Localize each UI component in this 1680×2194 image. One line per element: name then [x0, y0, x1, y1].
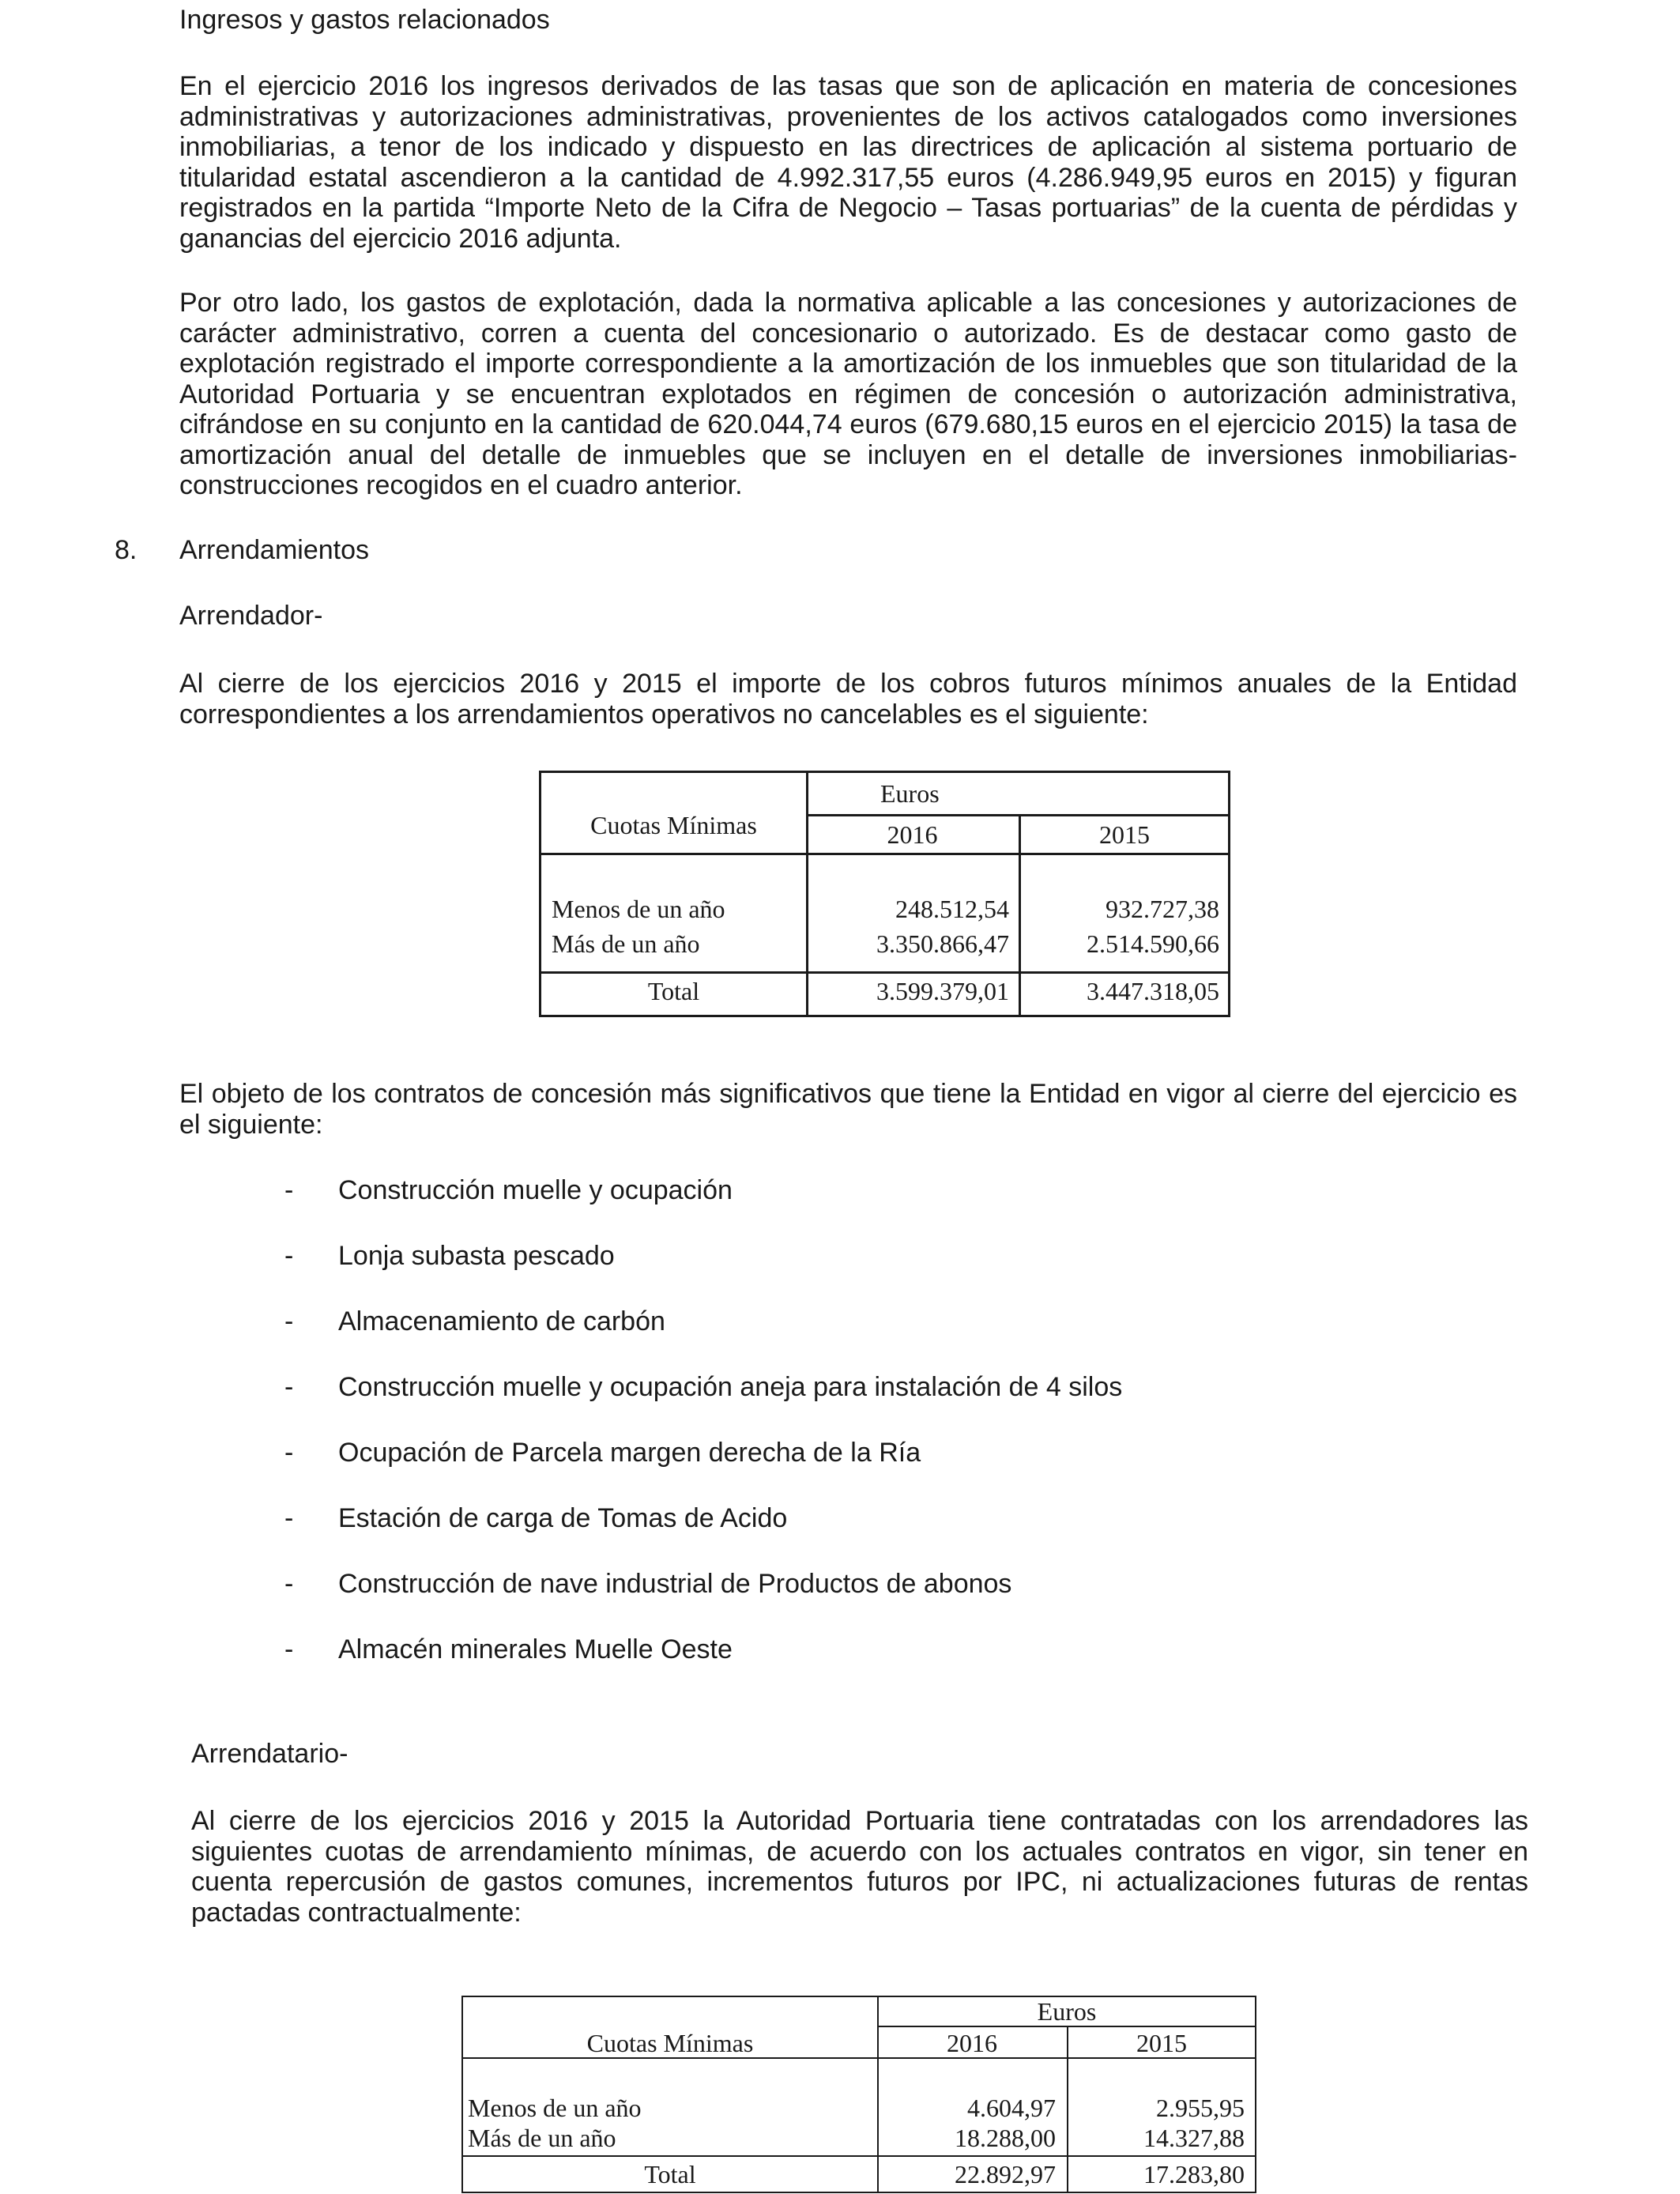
list-item: Construcción de nave industrial de Productos de abonos	[338, 1569, 1012, 1599]
table-column-header-2016: 2016	[887, 820, 938, 849]
paragraph-expenses: Por otro lado, los gastos de explotación, dada la normativa aplicable a las concesiones y autorizaciones de carácter administrativo, corren a cuenta del concesionario o autorizado. Es de destacar como gasto de explotación registrado el importe correspondiente a la amortización de los inmuebles que son titularidad de la Autoridad Portuaria y se encuentran explotados en régimen de concesión o autorización administrativa, cifrándose en su conjunto en la cantidad de 620.044,74 euros (679.680,15 euros en el ejercicio 2015) la tasa de amortización anual del detalle de inmuebles que se incluyen en el detalle de inversiones inmobiliarias-construcciones recogidos en el cuadro anterior.	[179, 288, 1517, 500]
bullet-marker: -	[284, 1175, 294, 1205]
section-heading-income: Ingresos y gastos relacionados	[179, 5, 550, 35]
table-divider	[463, 2057, 1255, 2059]
table-divider	[541, 853, 1228, 855]
table-column-header-2015: 2015	[1099, 820, 1150, 849]
bullet-marker: -	[284, 1503, 294, 1533]
lessee-table	[461, 1996, 1256, 2193]
table-cell: 14.327,88	[1143, 2124, 1245, 2152]
table-row-label: Más de un año	[468, 2124, 616, 2152]
table-row-label: Más de un año	[552, 929, 700, 958]
table-row-header: Cuotas Mínimas	[586, 2029, 754, 2057]
list-item: Almacenamiento de carbón	[338, 1306, 665, 1336]
subheading-lessee: Arrendatario-	[191, 1739, 348, 1769]
table-group-header: Euros	[1037, 1997, 1097, 2026]
list-item: Estación de carga de Tomas de Acido	[338, 1503, 788, 1533]
paragraph-income: En el ejercicio 2016 los ingresos derivados de las tasas que son de aplicación en materia de concesiones administrativas y autorizaciones administrativas, provenientes de los activos catalogados como inversiones inmobiliarias, a tenor de los indicado y dispuesto en las directrices de aplicación al sistema portuario de titularidad estatal ascendieron a la cantidad de 4.992.317,55 euros (4.286.949,95 euros en 2015) y figuran registrados en la partida “Importe Neto de la Cifra de Negocio – Tasas portuarias” de la cuenta de pérdidas y ganancias del ejercicio 2016 adjunta.	[179, 71, 1517, 254]
table-cell: 2.514.590,66	[1087, 929, 1219, 958]
table-cell: 932.727,38	[1106, 895, 1219, 923]
table-cell: 2.955,95	[1156, 2094, 1245, 2122]
list-item: Lonja subasta pescado	[338, 1241, 615, 1271]
table-divider	[806, 814, 1228, 816]
list-item: Almacén minerales Muelle Oeste	[338, 1634, 733, 1664]
paragraph-concessions: El objeto de los contratos de concesión más significativos que tiene la Entidad en vigor al cierre del ejercicio es el siguiente:	[179, 1079, 1517, 1140]
lessor-table	[539, 771, 1230, 1017]
table-total-cell: 22.892,97	[955, 2160, 1056, 2188]
list-item: Ocupación de Parcela margen derecha de la Ría	[338, 1438, 921, 1468]
table-cell: 3.350.866,47	[876, 929, 1009, 958]
table-total-cell: 17.283,80	[1143, 2160, 1245, 2188]
table-divider	[463, 2155, 1255, 2157]
table-total-cell: 3.447.318,05	[1087, 977, 1219, 1005]
table-divider	[541, 971, 1228, 974]
table-group-header: Euros	[880, 779, 940, 808]
table-row-label: Menos de un año	[552, 895, 725, 923]
section-title: Arrendamientos	[179, 535, 370, 565]
bullet-marker: -	[284, 1372, 294, 1402]
table-row-header: Cuotas Mínimas	[590, 811, 757, 839]
table-cell: 4.604,97	[967, 2094, 1056, 2122]
table-row-label: Menos de un año	[468, 2094, 642, 2122]
list-item: Construcción muelle y ocupación	[338, 1175, 733, 1205]
bullet-marker: -	[284, 1241, 294, 1271]
table-total-label: Total	[644, 2160, 696, 2188]
table-column-header-2015: 2015	[1136, 2029, 1187, 2057]
table-cell: 248.512,54	[895, 895, 1009, 923]
section-number: 8.	[115, 535, 137, 565]
table-column-header-2016: 2016	[947, 2029, 997, 2057]
table-total-cell: 3.599.379,01	[876, 977, 1009, 1005]
table-cell: 18.288,00	[955, 2124, 1056, 2152]
list-item: Construcción muelle y ocupación aneja para instalación de 4 silos	[338, 1372, 1123, 1402]
bullet-marker: -	[284, 1569, 294, 1599]
paragraph-lessee: Al cierre de los ejercicios 2016 y 2015 la Autoridad Portuaria tiene contratadas con los arrendadores las siguientes cuotas de arrendamiento mínimas, de acuerdo con los actuales contratos en vigor, sin tener en cuenta repercusión de gastos comunes, incrementos futuros por IPC, ni actualizaciones futuras de rentas pactadas contractualmente:	[191, 1806, 1528, 1928]
bullet-marker: -	[284, 1306, 294, 1336]
table-total-label: Total	[647, 977, 700, 1005]
paragraph-lessor: Al cierre de los ejercicios 2016 y 2015 el importe de los cobros futuros mínimos anuales de la Entidad correspondientes a los arrendamientos operativos no cancelables es el siguiente:	[179, 669, 1517, 729]
bullet-marker: -	[284, 1438, 294, 1468]
bullet-marker: -	[284, 1634, 294, 1664]
table-divider	[877, 2026, 1255, 2027]
subheading-lessor: Arrendador-	[179, 601, 323, 631]
